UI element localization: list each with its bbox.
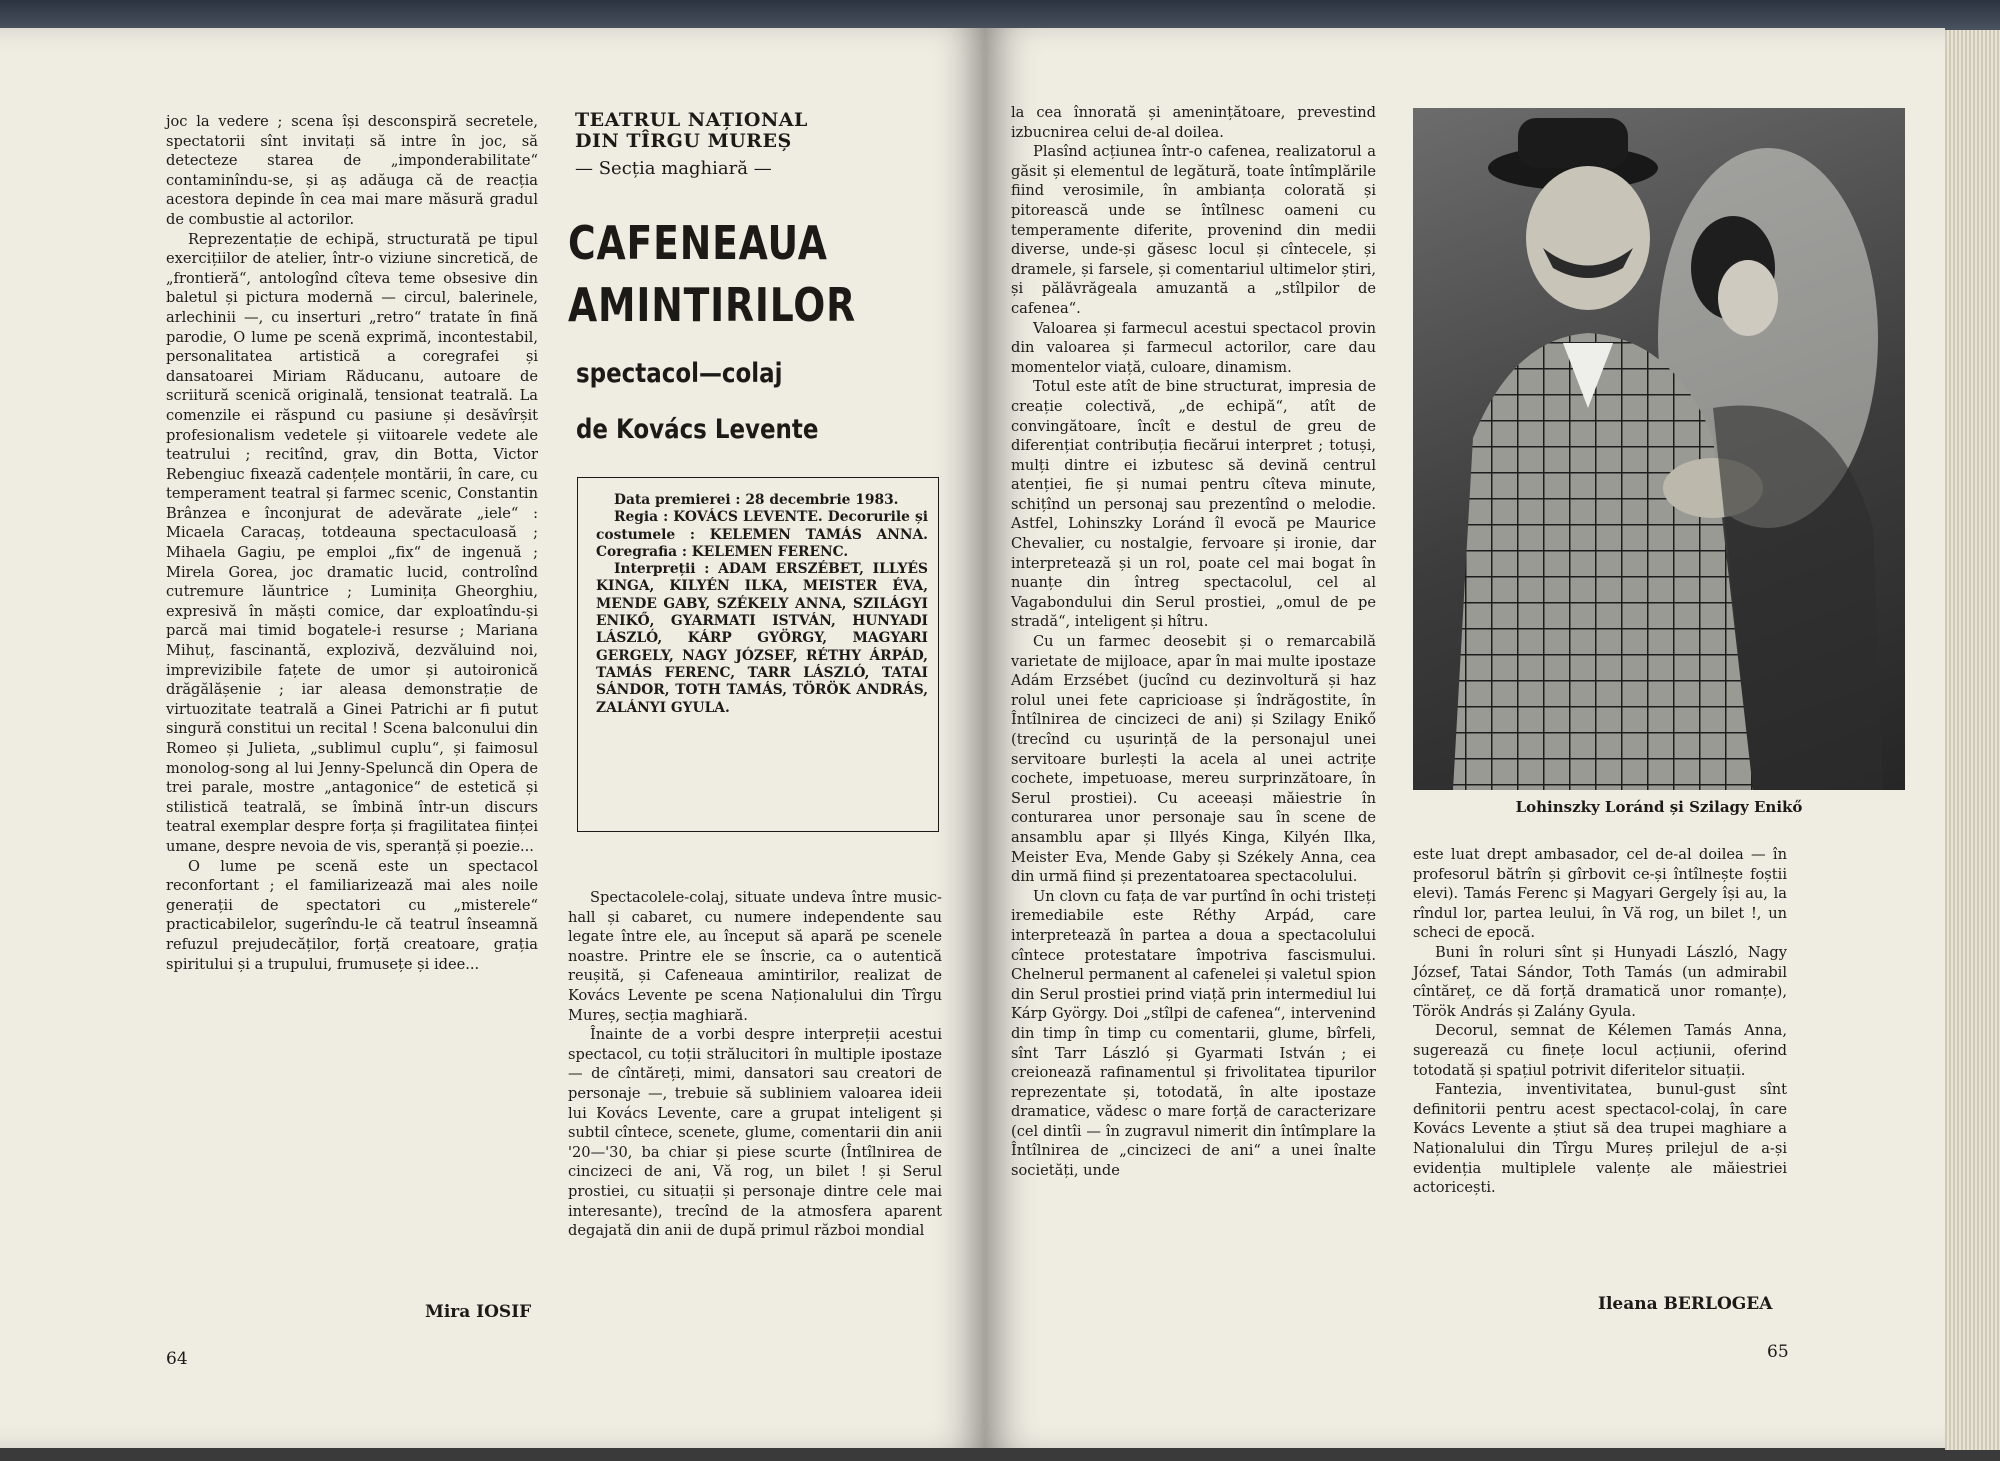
- paragraph: Plasînd acțiunea într-o cafenea, realizatorul a găsit și elementul de legătură, toate întîmplările fiind verosimile, în ambianța colorată și pitorească unde se întîlnesc oameni cu temperamente diferite, provenind din medii diverse, unde-și găsesc locul și cîntecele, și dramele, și farsele, și comentariul ultimelor știri, și pălăvrăgeala amuzantă a „stîlpilor de cafenea“.: [1011, 143, 1376, 317]
- section-label: — Secția maghiară —: [575, 158, 772, 179]
- paragraph: O lume pe scenă este un spectacol reconfortant ; el familiarizează mai ales noile generații de spectatori cu „misterele“ practicabilelor, sugerîndu-le că teatrul înseamnă refuzul prejudecăților, forță creatoare, grația spiritului și a trupului, frumusețe și idee...: [166, 857, 538, 973]
- paragraph: Buni în roluri sînt și Hunyadi László, Nagy József, Tatai Sándor, Toth Tamás (un admirabil cîntăreț, ce dă forță dramatică unor romanțe), Török András și Zalány Gyula.: [1413, 943, 1787, 1020]
- paragraph: Un clovn cu fața de var purtînd în ochi tristeți iremediabile este Réthy Arpád, care interpretează în partea a doua a spectacolului cîntece protestatare împotriva fascismului. Chelnerul permanent al cafenelei și valetul spion din Serul prostiei prind viață prin intermediul lui Kárp György. Doi „stîlpi de cafenea“, intervenind din timp în timp cu comentarii, glume, bîrfeli, sînt Tarr László și Gyarmati István ; ei creionează rafinamentul și frivolitatea tipurilor reprezentate și, totodată, în alte ipostaze dramatice, vădesc o mare forță de caracterizare (cel dintîi — în zugravul nimerit din întîmplare la Întîlnirea de „cincizeci de ani“ a unei înalte societăți, unde: [1011, 887, 1376, 1180]
- paragraph: Înainte de a vorbi despre interpreții acestui spectacol, cu toții strălucitori în multiple ipostaze — de cîntăreți, mimi, dansatori sau creatori de personaje —, trebuie să subliniem valoarea ideii lui Kovács Levente, care a grupat inteligent și subtil cîntece, scenete, glume, comentarii din anii '20—'30, ba chiar și piese scurte (Întîlnirea de cincizeci de ani, Vă rog, un bilet ! și Serul prostiei, cu situații și personaje dintre cele mai interesante), trecînd de la atmosfera aparent degajată din anii de după primul război mondial: [568, 1026, 942, 1240]
- book-cover-edge: [0, 0, 2000, 30]
- header-line: DIN TÎRGU MUREȘ: [575, 130, 792, 152]
- play-title: [568, 212, 856, 336]
- title-line: CAFENEAUA: [568, 216, 828, 270]
- premiere-date: Data premierei : 28 decembrie 1983.: [614, 492, 899, 508]
- paragraph: Cu un farmec deosebit și o remarcabilă varietate de mijloace, apar în mai multe ipostaze Adám Erzsébet (jucînd cu dezinvoltură și haz rolul unei fete capricioase și îndrăgostite, în Întîlnirea de cincizeci de ani) și Szilagy Enikő (trecînd cu ușurință de la personajul unei servitoare burlești la acela al unei actrițe cochete, impetuoase, mereu surprinzătoare, în Serul prostiei). Cu aceeași măiestrie în conturarea unor personaje sau în scene de ansamblu apar și Illyés Kinga, Kilyén Ilka, Meister Eva, Mende Gaby și Székely Anna, cea din urmă fiind și prezentatoarea spectacolului.: [1011, 633, 1376, 886]
- author-line: de Kovács Levente: [576, 414, 819, 445]
- article-column-2: [568, 888, 942, 1241]
- article-column-3: [1011, 103, 1376, 1181]
- header-line: TEATRUL NAȚIONAL: [575, 109, 808, 131]
- direction-credits: Regia : KOVÁCS LEVENTE. Decorurile și costumele : KELEMEN TAMÁS ANNA. Coregrafia : KELEMEN FERENC.: [596, 509, 928, 560]
- paragraph: Totul este atît de bine structurat, impresia de creație colectivă, „de echipă“, atît de convingătoare, încît e destul de greu de diferențiat contribuția fiecărui interpret ; totuși, mulți dintre ei izbutesc să devină centrul atenției, fie și numai pentru cîteva minute, schițînd un personaj sau prezentînd o melodie. Astfel, Lohinszky Loránd îl evocă pe Maurice Chevalier, cu nostalgie, fervoare și ironie, dar interpretează și un rol, poate cel mai bogat în nuanțe din întreg spectacolul, cel al Vagabondului din Serul prostiei, „omul de pe stradă“, inteligent și hîtru.: [1011, 378, 1376, 631]
- subtitle: spectacol—colaj: [576, 358, 783, 389]
- photo-caption: Lohinszky Loránd și Szilagy Enikő: [1515, 798, 1803, 816]
- paragraph: Fantezia, inventivitatea, bunul-gust sînt definitorii pentru acest spectacol-colaj, în care Kovács Levente a știut să dea trupei maghiare a Naționalului din Tîrgu Mureș prilejul de a-și evidenția multiplele valențe ale măiestriei actoricești.: [1413, 1081, 1787, 1197]
- page-number-left: 64: [166, 1349, 188, 1369]
- paragraph: Reprezentație de echipă, structurată pe tipul exercițiilor de atelier, într-o viziune sincretică, de „frontieră“, antologînd cîteva teme obsesive din baletul și pictura modernă — circul, balerinele, arlechinii —, cu inserturi „retro“ tratate în fină parodie, O lume pe scenă exprimă, incontestabil, personalitatea artistică a coregrafei și dansatoarei Miriam Răducanu, autoare de scriitură scenică originală, tensionat teatrală. La comenzile ei răspund cu pasiune și desăvîrșit profesionalism vedetele și viitoarele vedete ale teatrului ; recitînd, grav, din Botta, Victor Rebengiuc fixează cadențele montării, în care, cu temperament teatral și farmec scenic, Constantin Brânzea e înconjurat de adevărate „iele“ : Micaela Caracaș, totdeauna spectaculoasă ; Mihaela Gagiu, pe emploi „fix“ de ingenuă ; Mirela Gorea, joc dramatic lucid, controlînd cutremure lăuntrice ; Luminița Gheorghiu, expresivă în măști comice, dar exploatîndu-și parcă mai timid bogatele-i resurse ; Mariana Mihuț, fascinantă, explozivă, dezvăluind noi, imprevizibile fațete de umor și autoironică drăgălășenie ; iar aleasa demonstrație de virtuozitate teatrală a Ginei Patrichi ar fi putut singură constitui un recital ! Scena balconului din Romeo și Julieta, „sublimul cuplu“, și faimosul monolog-song al lui Jenny-Speluncă din Opera de trei parale, mostre „antagonice“ de estetică și stilistică teatrală, se îmbină într-un discurs teatral exemplar despre forța și fragilitatea ființei umane, despre nevoia de vis, speranță și poezie...: [166, 230, 538, 855]
- cast-list: Interpreții : ADAM ERSZÉBET, ILLYÉS KINGA, KILYÉN ILKA, MEISTER ÉVA, MENDE GABY, SZÉKELY ANNA, SZILÁGYI ENIKŐ, GYARMATI ISTVÁN, HUNYADI LÁSZLÓ, KÁRP GYÖRGY, MAGYARI GERGELY, NAGY JÓZSEF, RÉTHY ÁRPÁD, TAMÁS FERENC, TARR LÁSZLÓ, TATAI SÁNDOR, TOTH TAMÁS, TÖRÖK ANDRÁS, ZALÁNYI GYULA.: [596, 561, 928, 716]
- page-edges: [1945, 30, 2000, 1450]
- theatre-name: [575, 110, 855, 152]
- production-photo: [1413, 108, 1905, 790]
- photo-illustration: [1413, 108, 1905, 790]
- paragraph: la cea înnorată și amenințătoare, prevestind izbucnirea celui de-al doilea.: [1011, 104, 1376, 141]
- title-line: AMINTIRILOR: [568, 278, 856, 332]
- paragraph: Decorul, semnat de Kélemen Tamás Anna, sugerează cu finețe locul acțiunii, oferind totodată și spațiul potrivit diferitelor situații.: [1413, 1022, 1787, 1079]
- author-signature: Mira IOSIF: [425, 1302, 532, 1322]
- paragraph: joc la vedere ; scena își desconspiră secretele, spectatorii sînt invitați să intre în joc, să detecteze starea de „imponderabilitate“ contaminîndu-se, și aș adăuga că de reacția acestora depinde în cea mai mare măsură gradul de combustie al actorilor.: [166, 113, 538, 228]
- credits-box: [577, 477, 939, 832]
- page-number-right: 65: [1767, 1342, 1789, 1362]
- article-column-4: [1413, 845, 1787, 1198]
- paragraph: Valoarea și farmecul acestui spectacol provin din valoarea și farmecul actorilor, care dau momentelor viață, culoare, dinamism.: [1011, 319, 1376, 376]
- paragraph: este luat drept ambasador, cel de-al doilea — în profesorul bătrîn și gîrbovit ce-și întîlnește foștii elevi). Tamás Ferenc și Magyari Gergely își au, la rîndul lor, partea leului, în Vă rog, un bilet !, un scheci de epocă.: [1413, 846, 1787, 942]
- paragraph: Spectacolele-colaj, situate undeva între music-hall și cabaret, cu numere independente sau legate între ele, au început să apară pe scenele noastre. Printre ele se înscrie, ca o autentică reușită, și Cafeneaua amintirilor, realizat de Kovács Levente pe scena Naționalului din Tîrgu Mureș, secția maghiară.: [568, 889, 942, 1024]
- author-signature: Ileana BERLOGEA: [1598, 1294, 1773, 1314]
- article-column-1: [166, 112, 538, 974]
